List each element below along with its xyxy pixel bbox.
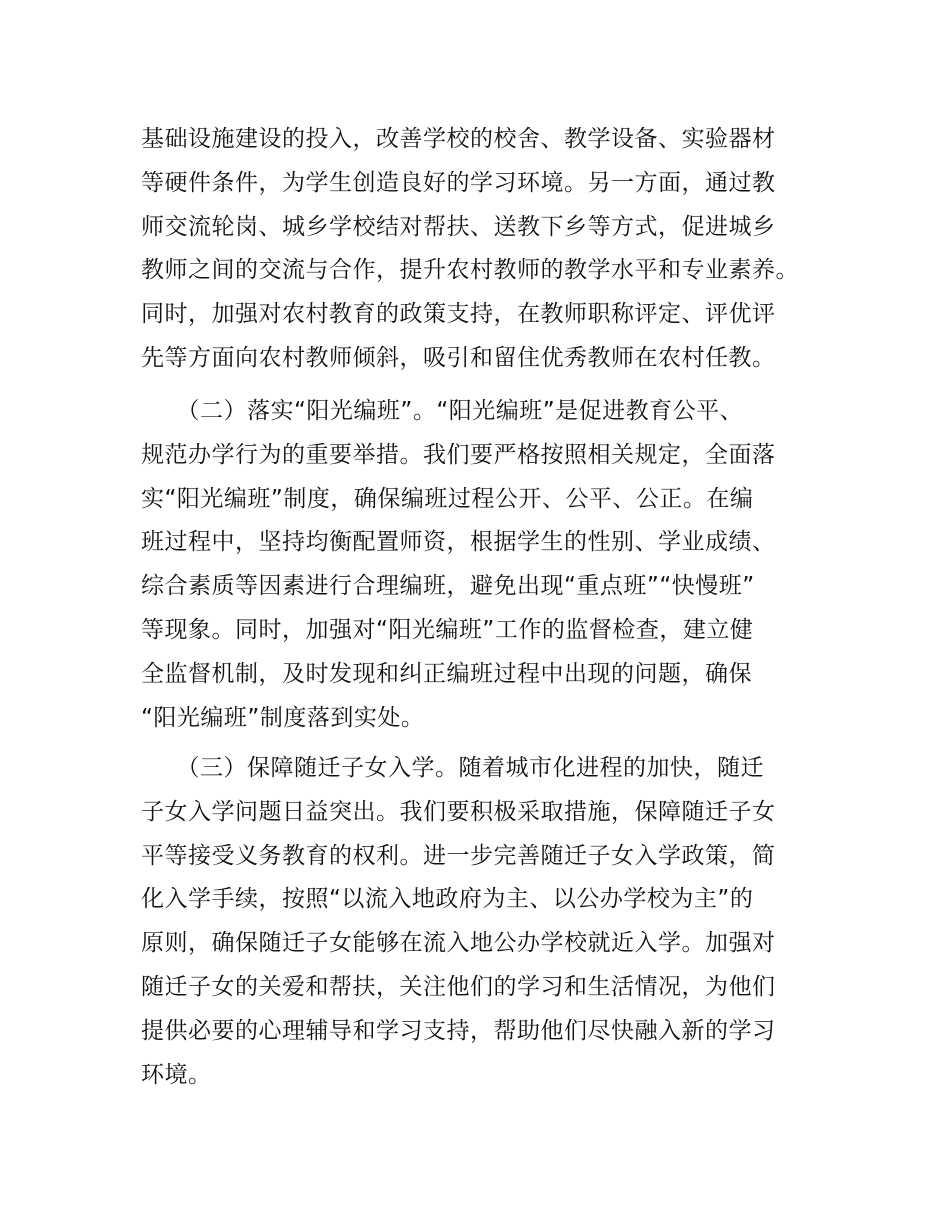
paragraph-2	[141, 390, 821, 740]
text-line: 先等方面向农村教师倾斜，吸引和留住优秀教师在农村任教。	[141, 344, 776, 371]
text-line: 提供必要的心理辅导和学习支持，帮助他们尽快融入新的学习	[141, 1017, 776, 1044]
text-line: 教师之间的交流与合作，提升农村教师的教学水平和专业素养。	[141, 257, 799, 284]
text-line: 基础设施建设的投入，改善学校的校舍、教学设备、实验器材	[141, 126, 776, 152]
text-line: （三）保障随迁子女入学。随着城市化进程的加快，随迁	[141, 755, 764, 781]
text-line: （二）落实“阳光编班”。“阳光编班”是促进教育公平、	[141, 398, 744, 424]
text-line: 子女入学问题日益突出。我们要积极采取措施，保障随迁子女	[141, 798, 776, 825]
text-line: 等现象。同时，加强对“阳光编班”工作的监督检查，建立健	[141, 616, 754, 643]
text-line: 综合素质等因素进行合理编班，避免出现“重点班”“快慢班”	[141, 573, 755, 600]
text-line: 平等接受义务教育的权利。进一步完善随迁子女入学政策，简	[141, 842, 776, 869]
paragraph-3	[141, 747, 821, 1097]
text-line: 原则，确保随迁子女能够在流入地公办学校就近入学。加强对	[141, 930, 776, 957]
text-line: 班过程中，坚持均衡配置师资，根据学生的性别、学业成绩、	[141, 529, 776, 556]
text-line: 同时，加强对农村教育的政策支持，在教师职称评定、评优评	[141, 301, 776, 328]
text-line: 化入学手续，按照“以流入地政府为主、以公办学校为主”的	[141, 886, 754, 913]
paragraph-1	[141, 118, 821, 381]
text-line: 等硬件条件，为学生创造良好的学习环境。另一方面，通过教	[141, 169, 776, 196]
text-line: 随迁子女的关爱和帮扶，关注他们的学习和生活情况，为他们	[141, 973, 776, 1000]
text-line: 师交流轮岗、城乡学校结对帮扶、送教下乡等方式，促进城乡	[141, 213, 776, 240]
text-line: 实“阳光编班”制度，确保编班过程公开、公平、公正。在编	[141, 485, 754, 512]
text-line: 规范办学行为的重要举措。我们要严格按照相关规定，全面落	[141, 441, 776, 468]
text-line: “阳光编班”制度落到实处。	[141, 704, 425, 731]
text-line: 全监督机制，及时发现和纠正编班过程中出现的问题，确保	[141, 660, 752, 687]
text-line: 环境。	[141, 1061, 212, 1088]
